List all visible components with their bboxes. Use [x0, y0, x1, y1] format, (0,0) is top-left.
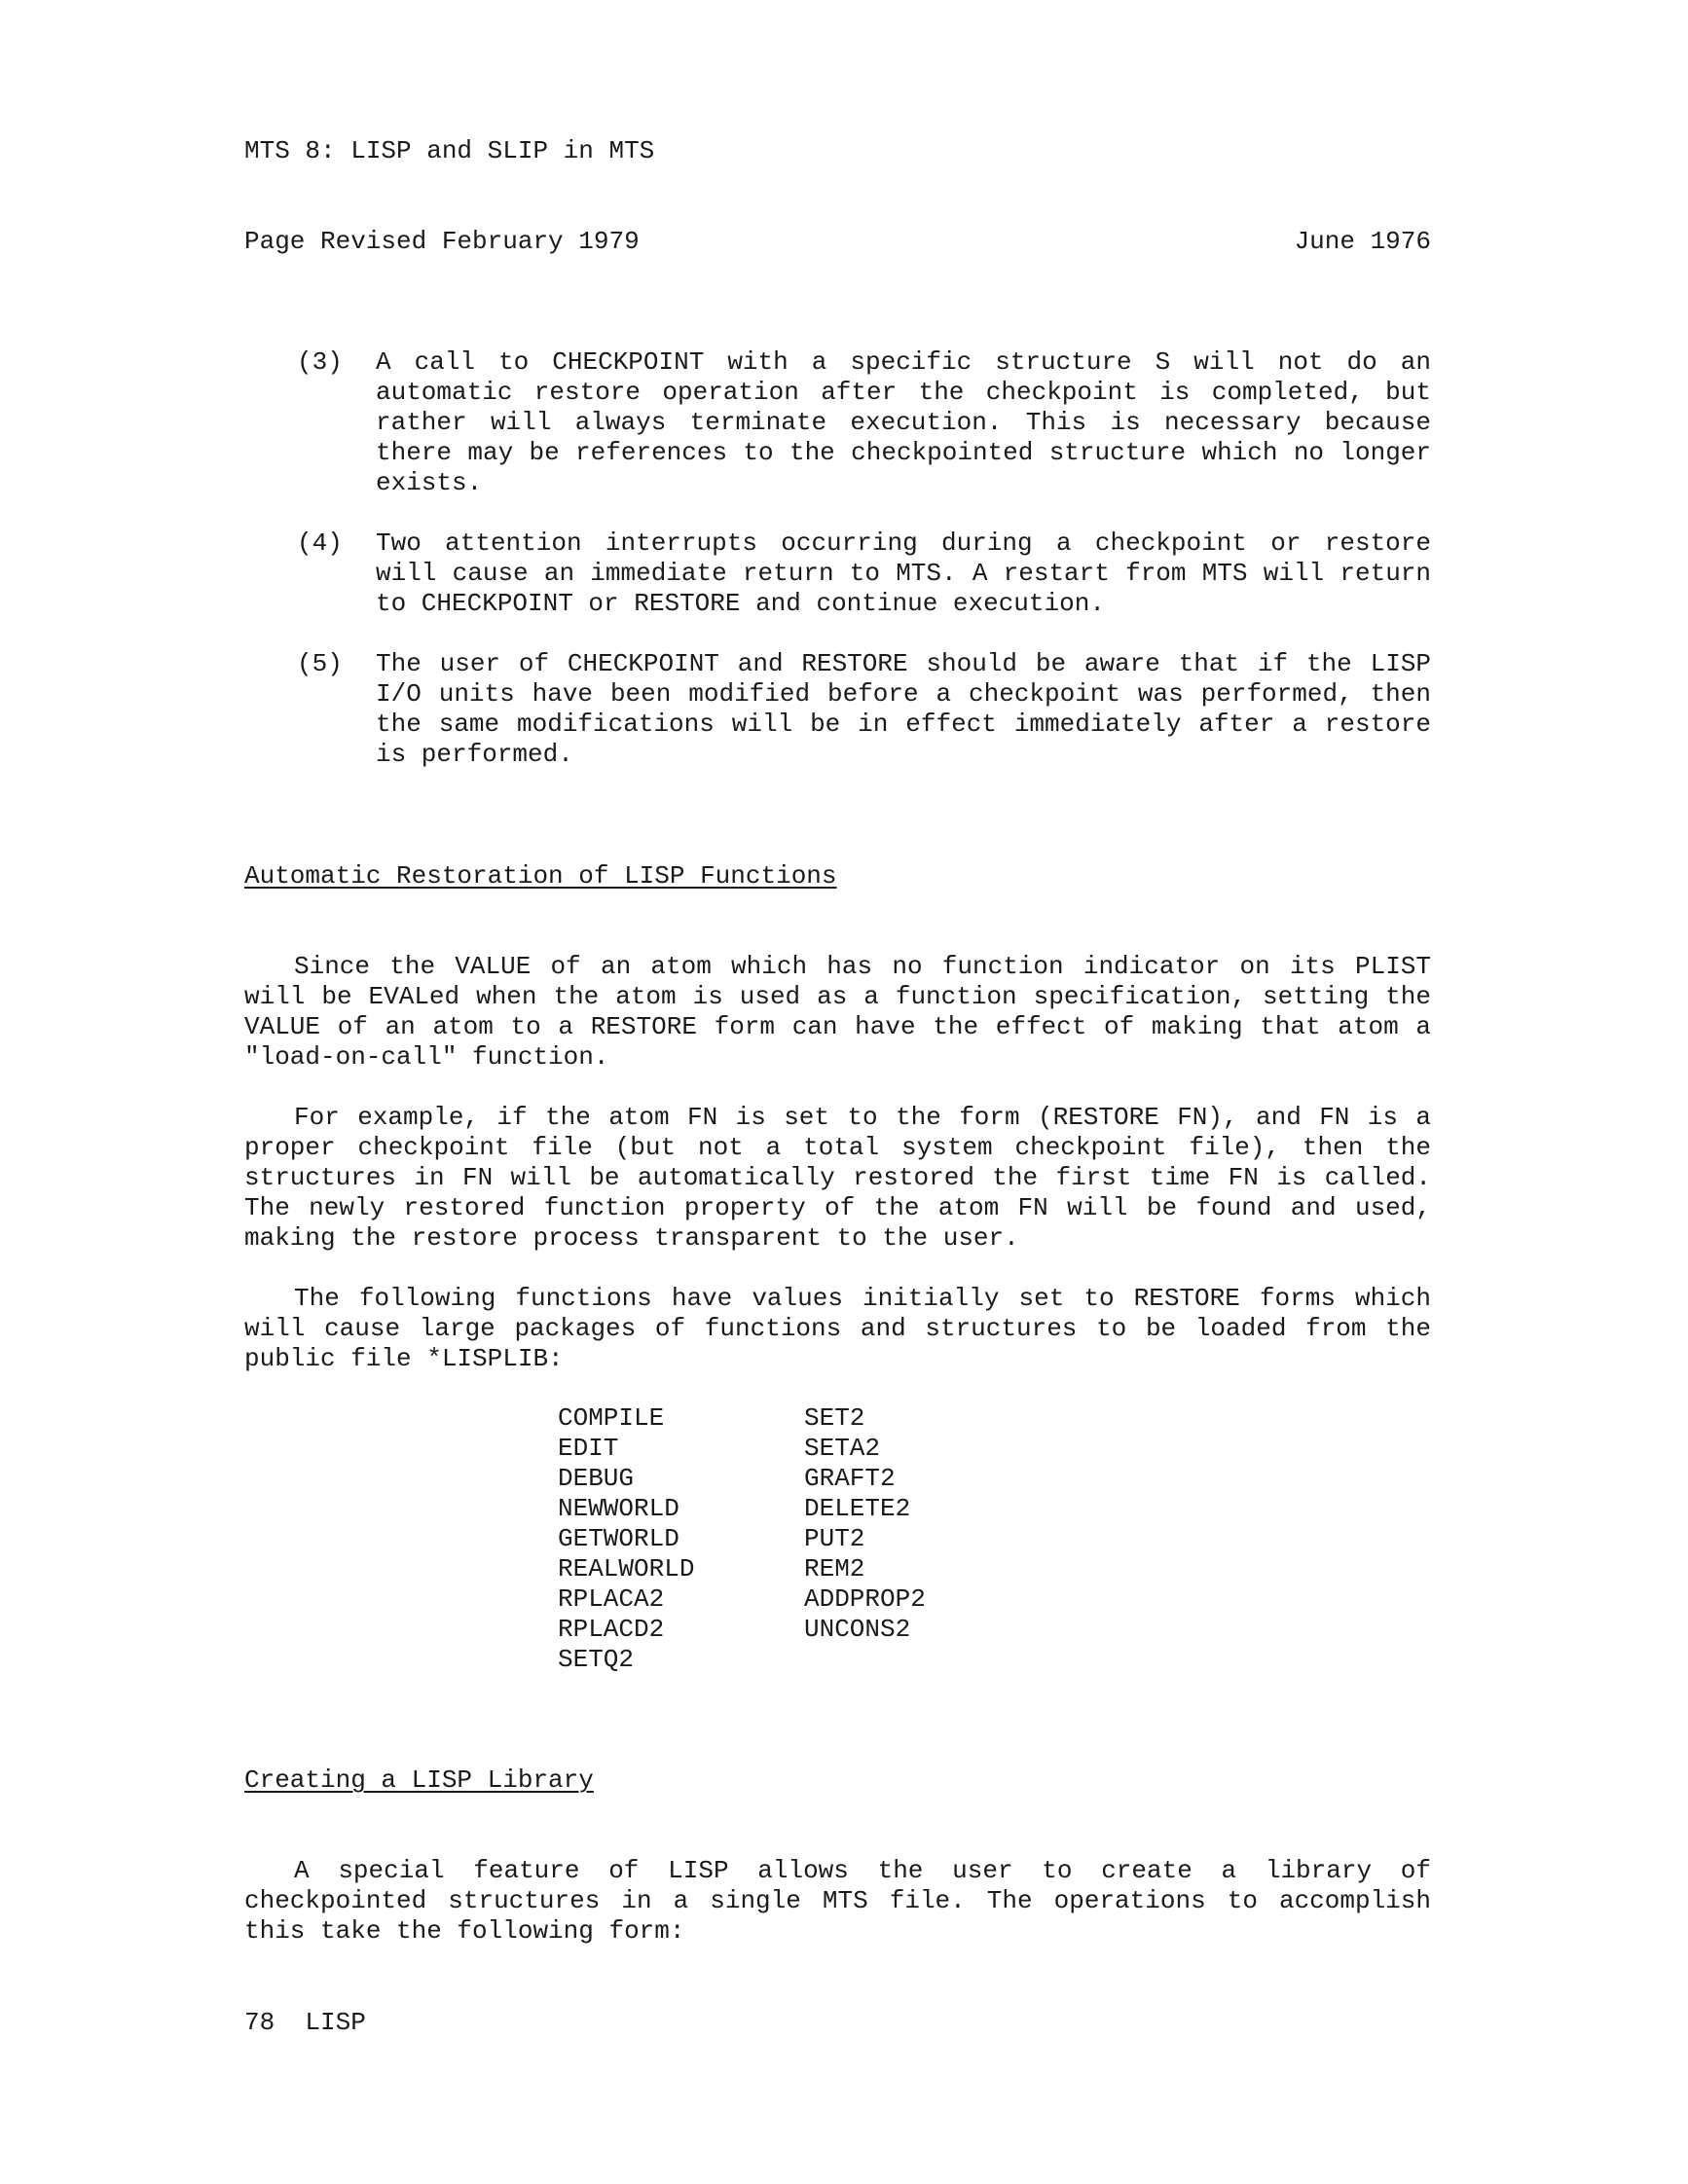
function-list-column-2 [804, 1403, 926, 1645]
section-heading: Creating a LISP Library [244, 1765, 594, 1795]
edition-date: June 1976 [1294, 227, 1431, 256]
running-header-title: MTS 8: LISP and SLIP in MTS [244, 136, 655, 165]
function-name: RPLACA2 [558, 1584, 665, 1614]
body-paragraph: The following functions have values initially set to RESTORE forms which will cause large packages of functions and structures to be loaded from the public file *LISPLIB: [244, 1284, 1431, 1373]
item-number: (5) [297, 649, 343, 678]
function-name: RPLACD2 [558, 1615, 665, 1644]
function-name: UNCONS2 [804, 1615, 911, 1644]
function-name: COMPILE [558, 1403, 665, 1433]
page-footer: 78 LISP [244, 2008, 366, 2037]
function-name: SET2 [804, 1403, 865, 1433]
function-name: REALWORLD [558, 1554, 695, 1583]
function-name: EDIT [558, 1434, 619, 1463]
function-name: SETQ2 [558, 1645, 635, 1674]
body-paragraph: For example, if the atom FN is set to the form (RESTORE FN), and FN is a proper checkpoint file (but not a total system checkpoint file), then the structures in FN will be automatically restored the first time FN is called. The newly restored function property of the atom FN will be found and used, making the restore process transparent to the user. [244, 1103, 1431, 1253]
item-text: The user of CHECKPOINT and RESTORE should be aware that if the LISP I/O units have been modified before a checkpoint was performed, then the same modifications will be in effect immediately after a restore is performed. [376, 649, 1431, 769]
function-name: GRAFT2 [804, 1464, 896, 1493]
function-name: DEBUG [558, 1464, 635, 1493]
function-name: GETWORLD [558, 1524, 679, 1553]
function-name: ADDPROP2 [804, 1584, 926, 1614]
item-text: A call to CHECKPOINT with a specific structure S will not do an automatic restore operation after the checkpoint is completed, but rather will always terminate execution. This is necessary because there may be references to the checkpointed structure which no longer exists. [376, 347, 1431, 497]
item-number: (3) [297, 347, 343, 377]
item-text: Two attention interrupts occurring during a checkpoint or restore will cause an immediate return to MTS. A restart from MTS will return to CHECKPOINT or RESTORE and continue execution. [376, 528, 1431, 618]
item-number: (4) [297, 528, 343, 558]
function-list-column-1 [558, 1403, 694, 1675]
body-paragraph: Since the VALUE of an atom which has no function indicator on its PLIST will be EVALed when the atom is used as a function specification, setting the VALUE of an atom to a RESTORE form can have the effect of making that atom a "load-on-call" function. [244, 952, 1431, 1072]
function-name: PUT2 [804, 1524, 865, 1553]
function-name: NEWWORLD [558, 1494, 679, 1523]
revision-note: Page Revised February 1979 [244, 227, 640, 256]
function-name: DELETE2 [804, 1494, 911, 1523]
function-name: SETA2 [804, 1434, 881, 1463]
body-paragraph: A special feature of LISP allows the user to create a library of checkpointed structures in a single MTS file. The operations to accomplish this take the following form: [244, 1856, 1431, 1946]
section-heading: Automatic Restoration of LISP Functions [244, 861, 837, 891]
function-name: REM2 [804, 1554, 865, 1583]
